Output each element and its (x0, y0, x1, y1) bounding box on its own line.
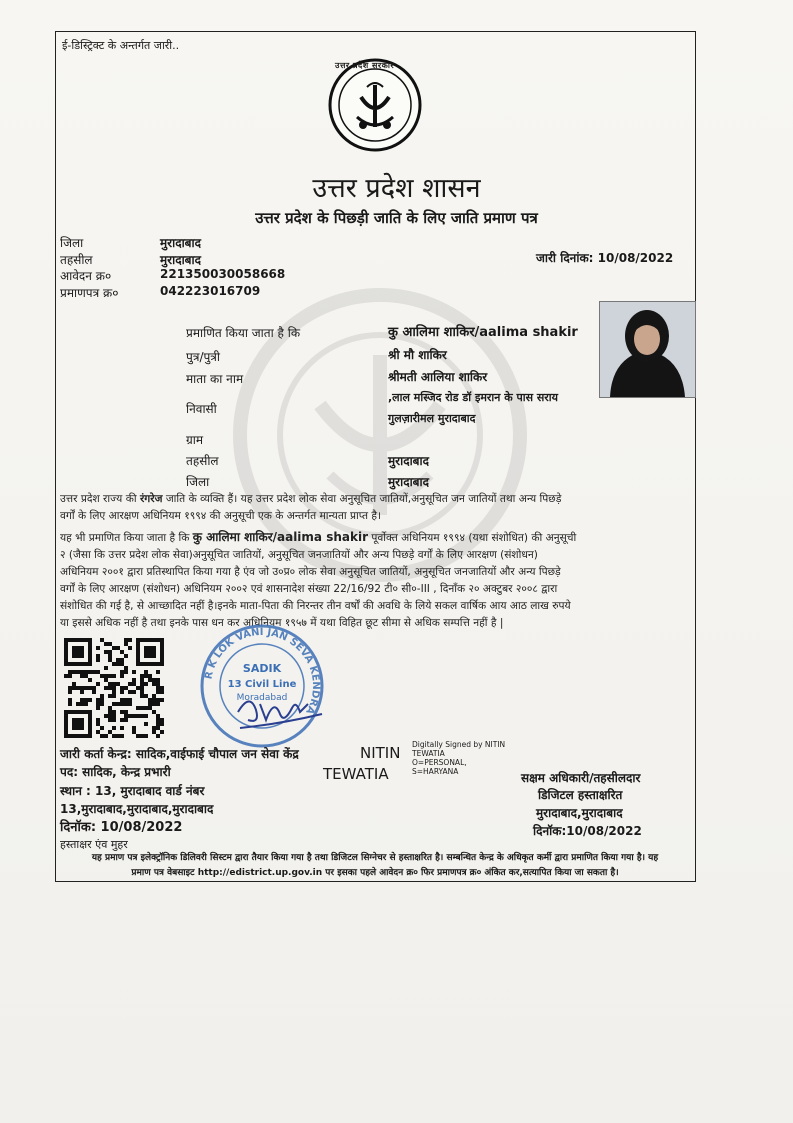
detail-tehsil-value: मुरादाबाद (388, 454, 430, 468)
issuer-post: पद: सादिक, केन्द्र प्रभारी (60, 765, 171, 779)
meta-district-label: जिला (60, 236, 84, 250)
authority-place: मुरादाबाद,मुरादाबाद (536, 806, 623, 820)
para1-text-b: जाति के व्यक्ति हैं। यह उत्तर प्रदेश लोक सेवा अनुसूचित जातियों,अनुसूचित जन जातियों तथा अन्य पिछड़े (162, 493, 562, 505)
meta-application-label: आवेदन क्र० (60, 269, 112, 283)
para2-text-b: पूर्वोक्त अधिनियम १९९४ (यथा संशोधित) की अनुसूची (368, 532, 577, 544)
up-govt-emblem-icon (327, 57, 423, 153)
footer-note (60, 851, 690, 881)
village-label: ग्राम (186, 433, 204, 447)
issuer-center: जारी कर्ता केन्द्र: सादिक,वाईफाई चौपाल जन सेवा केंद्र (60, 747, 299, 761)
applicant-photo (599, 301, 696, 398)
qr-code-icon (64, 638, 164, 738)
footer-line-2: प्रमाण पत्र वेबसाइट http://edistrict.up.gov.in पर इसका पहले आवेदन क्र० फिर प्रमाणपत्र क्र० अंकित कर,सत्यापित किया जा सकता है। (131, 868, 619, 878)
meta-tehsil-value: मुरादाबाद (160, 253, 202, 267)
para1-text-a: उत्तर प्रदेश राज्य की (60, 493, 140, 505)
applicant-name: कु आलिमा शाकिर/aalima shakir (388, 325, 578, 340)
digital-signature-line-2: TEWATIA (412, 749, 445, 758)
issuer-place-2: 13,मुरादाबाद,मुरादाबाद,मुरादाबाद (60, 802, 214, 816)
paragraph-creamy-layer (60, 529, 690, 632)
caste-name: रंगरेज (139, 493, 163, 505)
digital-signer-name-2: TEWATIA (323, 765, 389, 783)
person-photo-icon (600, 302, 695, 397)
authority-title: सक्षम अधिकारी/तहसीलदार (521, 771, 641, 785)
authority-date: दिनॉक:10/08/2022 (533, 824, 642, 838)
detail-district-label: जिला (186, 475, 210, 489)
para2-line-6: या इससे अधिक नहीं है तथा इनके पास धन कर अधिनियम १९५७ में यथा विहित छूट सीमा से अधिक सम्पत्ति नहीं है | (60, 617, 504, 629)
issue-date: जारी दिनांक: 10/08/2022 (536, 251, 674, 265)
para2-line-5: संशोधित की गई है, से आच्छादित नहीं है।इनके माता-पिता की निरन्तर तीन वर्षों की अवधि के लिये सकल वार्षिक आय आठ लाख रुपये (60, 600, 571, 612)
seal-ring-text: R K LOK VANI JAN SEVA KENDRA (203, 626, 322, 716)
issuer-place: स्थान : 13, मुरादाबाद वार्ड नंबर (60, 784, 205, 798)
footer-line-1: यह प्रमाण पत्र इलेक्ट्रॉनिक डिलिवरी सिस्टम द्वारा तैयार किया गया है तथा डिजिटल सिग्नेचर से हस्ताक्षरित है। सम्बन्धित केन्द्र के अधिकृत कर्मी द्वारा प्रमाणित किया गया है। यह (91, 853, 659, 863)
para2-line-3: अधिनियम २००१ द्वारा प्रतिस्थापित किया गया है एंव जो उ०प्र० लोक सेवा अनुसूचित जातियों, अनुसूचित जनजातियों और अन्य पिछड़े (60, 566, 561, 578)
father-name: श्री मौ शाकिर (388, 348, 447, 362)
para2-text-a: यह भी प्रमाणित किया जाता है कि (60, 532, 193, 544)
meta-application-value: 221350030058668 (160, 267, 286, 281)
digital-signature-line-3: O=PERSONAL, (412, 758, 467, 767)
digital-signature-line-4: S=HARYANA (412, 767, 459, 776)
address-line-2: गुलज़ारीमल मुरादाबाद (388, 412, 476, 425)
paragraph-caste (60, 491, 690, 525)
handwritten-signature-icon (230, 690, 330, 735)
digital-signature-line-1: Digitally Signed by NITIN (412, 740, 506, 749)
detail-tehsil-label: तहसील (186, 454, 219, 468)
page-subtitle: उत्तर प्रदेश के पिछड़ी जाति के लिए जाति प्रमाण पत्र (255, 209, 538, 227)
para2-applicant-name: कु आलिमा शाकिर/aalima shakir (192, 530, 368, 544)
digital-signer-name-1: NITIN (360, 744, 401, 762)
meta-district-value: मुरादाबाद (160, 236, 202, 250)
issuer-date: दिनॉक: 10/08/2022 (60, 820, 183, 835)
sign-and-seal-label: हस्ताक्षर एंव मुहर (60, 838, 128, 851)
meta-certificate-value: 042223016709 (160, 284, 261, 298)
resident-label: निवासी (186, 402, 217, 416)
seal-center-city: Moradabad (236, 693, 288, 703)
address-line-1: ,लाल मस्जिद रोड डॉ इमरान के पास सराय (388, 391, 559, 404)
para1-line-2: वर्गों के लिए आरक्षण अधिनियम १९९४ की अनुसूची एक के अन्तर्गत मान्यता प्राप्त है। (60, 510, 382, 522)
issued-under-text: ई-डिस्ट्रिक्ट के अन्तर्गत जारी.. (62, 39, 180, 52)
mother-name: श्रीमती आलिया शाकिर (388, 370, 488, 384)
seal-center-address: 13 Civil Line (227, 679, 297, 690)
page-title: उत्तर प्रदेश शासन (312, 173, 481, 204)
emblem-ring-text: उत्तर प्रदेश सरकार (335, 61, 395, 70)
para2-line-2: २ (जैसा कि उत्तर प्रदेश लोक सेवा)अनुसूचित जातियों, अनुसूचित जनजातियों और अन्य पिछड़े वर्गों के लिए आरक्षण (संशोधन) (60, 549, 538, 561)
seal-center-name: SADIK (242, 662, 282, 675)
meta-tehsil-label: तहसील (60, 253, 93, 267)
meta-certificate-label: प्रमाणपत्र क्र० (60, 286, 119, 300)
authority-digital: डिजिटल हस्ताक्षरित (538, 788, 623, 802)
para2-line-4: वर्गों के लिए आरक्षण (संशोधन) अधिनियम २००२ एवं शासनादेश संख्या 22/16/92 टी० सी०-III , दिनाँक २० अक्टुबर २००८ द्वारा (60, 583, 558, 595)
child-of-label: पुत्र/पुत्री (186, 350, 221, 364)
detail-district-value: मुरादाबाद (388, 475, 430, 489)
mother-label: माता का नाम (186, 372, 244, 386)
digital-signature-details (412, 740, 522, 776)
certify-label: प्रमाणित किया जाता है कि (186, 326, 301, 340)
